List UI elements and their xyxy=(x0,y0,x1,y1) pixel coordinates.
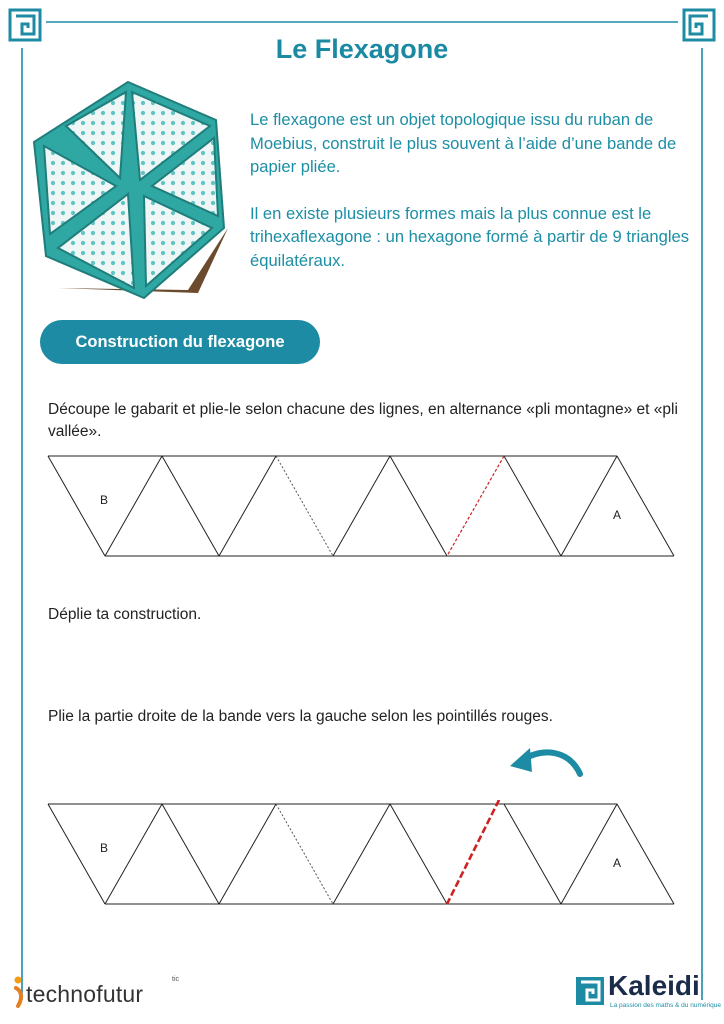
flexagon-template-strip-2 xyxy=(44,800,684,910)
red-fold-line-bold xyxy=(447,800,508,904)
section-title-pill: Construction du flexagone xyxy=(40,320,320,364)
dotted-fold-line xyxy=(276,804,333,904)
red-fold-line xyxy=(447,456,504,556)
intro-paragraph-1: Le flexagone est un objet topologique issu du ruban de Moebius, construit le plus souvent à l’aide d’une bande de papier pliée. xyxy=(250,110,677,176)
strip-label-a: A xyxy=(612,508,622,522)
strip-label-b: B xyxy=(99,493,109,507)
instruction-step-3: Plie la partie droite de la bande vers la gauche selon les pointillés rouges. xyxy=(48,708,553,725)
dotted-fold-line xyxy=(276,456,333,556)
flexagon-template-strip-1 xyxy=(44,452,684,562)
technofutur-wordmark: technofutur xyxy=(26,981,144,1007)
instruction-step-1: Découpe le gabarit et plie-le selon chacune des lignes, en alternance «pli montagne» et «pli vallée». xyxy=(48,401,678,440)
intro-text xyxy=(250,108,702,295)
intro-paragraph-2: Il en existe plusieurs formes mais la plus connue est le trihexaflexagone : un hexagone formé à partir de 9 triangles équilatéraux. xyxy=(250,203,690,270)
kaleidi-wordmark: Kaleidi xyxy=(608,970,700,1001)
instruction-step-2: Déplie ta construction. xyxy=(48,606,202,623)
flexagon-photo xyxy=(28,78,234,310)
technofutur-superscript: tic xyxy=(172,976,179,983)
kaleidi-tagline: La passion des maths & du numérique xyxy=(610,1002,721,1009)
page-title: Le Flexagone xyxy=(275,34,449,64)
fold-direction-arrow-icon xyxy=(506,740,590,786)
strip-label-b: B xyxy=(99,841,109,855)
strip-label-a: A xyxy=(612,856,622,870)
